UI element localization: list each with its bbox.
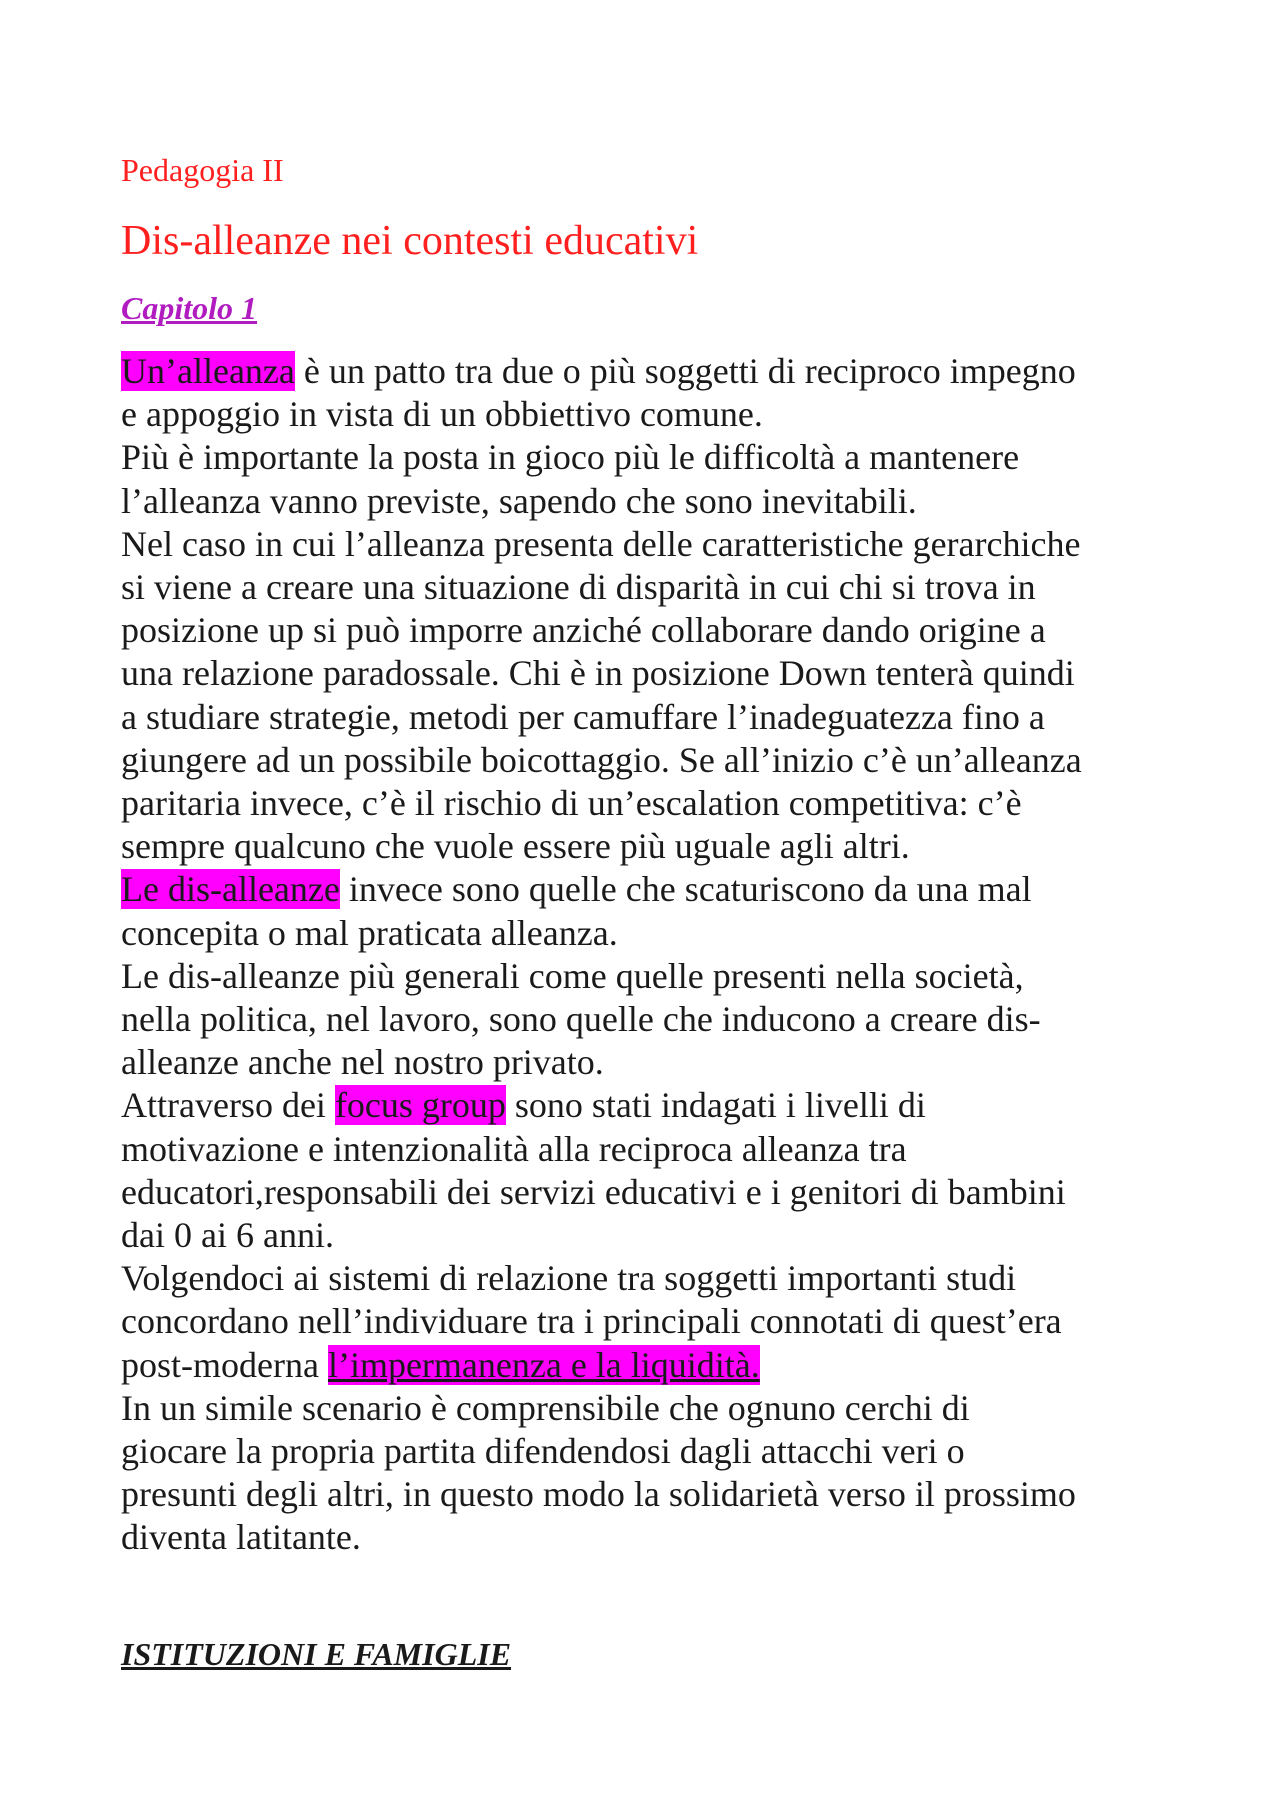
- text-line: concepita o mal praticata alleanza.: [121, 912, 618, 953]
- text-line: alleanze anche nel nostro privato.: [121, 1042, 604, 1083]
- text-line: post-moderna l’impermanenza e la liquidità.: [121, 1344, 760, 1385]
- text-line: motivazione e intenzionalità alla reciproca alleanza tra: [121, 1128, 907, 1169]
- text-line: sempre qualcuno che vuole essere più uguale agli altri.: [121, 826, 910, 867]
- text-line: Le dis-alleanze più generali come quelle presenti nella società,: [121, 955, 1024, 996]
- text-line: si viene a creare una situazione di disparità in cui chi si trova in: [121, 567, 1036, 608]
- chapter-heading: Capitolo 1: [121, 290, 258, 326]
- text-line: presunti degli altri, in questo modo la solidarietà verso il prossimo: [121, 1474, 1076, 1515]
- body-text: [121, 350, 1181, 1560]
- highlighted-term: focus group: [334, 1085, 506, 1126]
- text-line: educatori,responsabili dei servizi educativi e i genitori di bambini: [121, 1171, 1066, 1212]
- text-line: una relazione paradossale. Chi è in posizione Down tenterà quindi: [121, 653, 1075, 694]
- text-line: giungere ad un possibile boicottaggio. Se all’inizio c’è un’alleanza: [121, 739, 1082, 780]
- text-line: giocare la propria partita difendendosi dagli attacchi veri o: [121, 1431, 965, 1472]
- document-page: [121, 150, 1181, 1674]
- text-line: paritaria invece, c’è il rischio di un’escalation competitiva: c’è: [121, 783, 1022, 824]
- text-line: a studiare strategie, metodi per camuffare l’inadeguatezza fino a: [121, 696, 1045, 737]
- text-line: dai 0 ai 6 anni.: [121, 1215, 334, 1256]
- text-line: Più è importante la posta in gioco più le difficoltà a mantenere: [121, 437, 1020, 478]
- text-line: Nel caso in cui l’alleanza presenta delle caratteristiche gerarchiche: [121, 523, 1081, 564]
- section-heading: ISTITUZIONI E FAMIGLIE: [121, 1635, 512, 1672]
- text-line: posizione up si può imporre anziché collaborare dando origine a: [121, 610, 1046, 651]
- text-line: Un’alleanza è un patto tra due o più soggetti di reciproco impegno: [121, 351, 1076, 391]
- text-line: Attraverso dei focus group sono stati indagati i livelli di: [121, 1085, 926, 1126]
- highlighted-term: Le dis-alleanze: [121, 869, 340, 910]
- text-line: concordano nell’individuare tra i principali connotati di quest’era: [121, 1301, 1062, 1342]
- text-line: Le dis-alleanze invece sono quelle che scaturiscono da una mal: [121, 869, 1032, 910]
- highlighted-term: l’impermanenza e la liquidità.: [327, 1344, 760, 1385]
- text-line: l’alleanza vanno previste, sapendo che sono inevitabili.: [121, 480, 917, 521]
- text-line: In un simile scenario è comprensibile che ognuno cerchi di: [121, 1387, 970, 1428]
- text-line: nella politica, nel lavoro, sono quelle che inducono a creare dis-: [121, 999, 1041, 1040]
- text-line: e appoggio in vista di un obbiettivo comune.: [121, 394, 763, 435]
- highlighted-term: Un’alleanza: [121, 351, 295, 391]
- document-title: Dis-alleanze nei contesti educativi: [121, 218, 699, 264]
- course-name: Pedagogia II: [121, 152, 284, 188]
- text-line: diventa latitante.: [121, 1517, 361, 1558]
- text-line: Volgendoci ai sistemi di relazione tra soggetti importanti studi: [121, 1258, 1017, 1299]
